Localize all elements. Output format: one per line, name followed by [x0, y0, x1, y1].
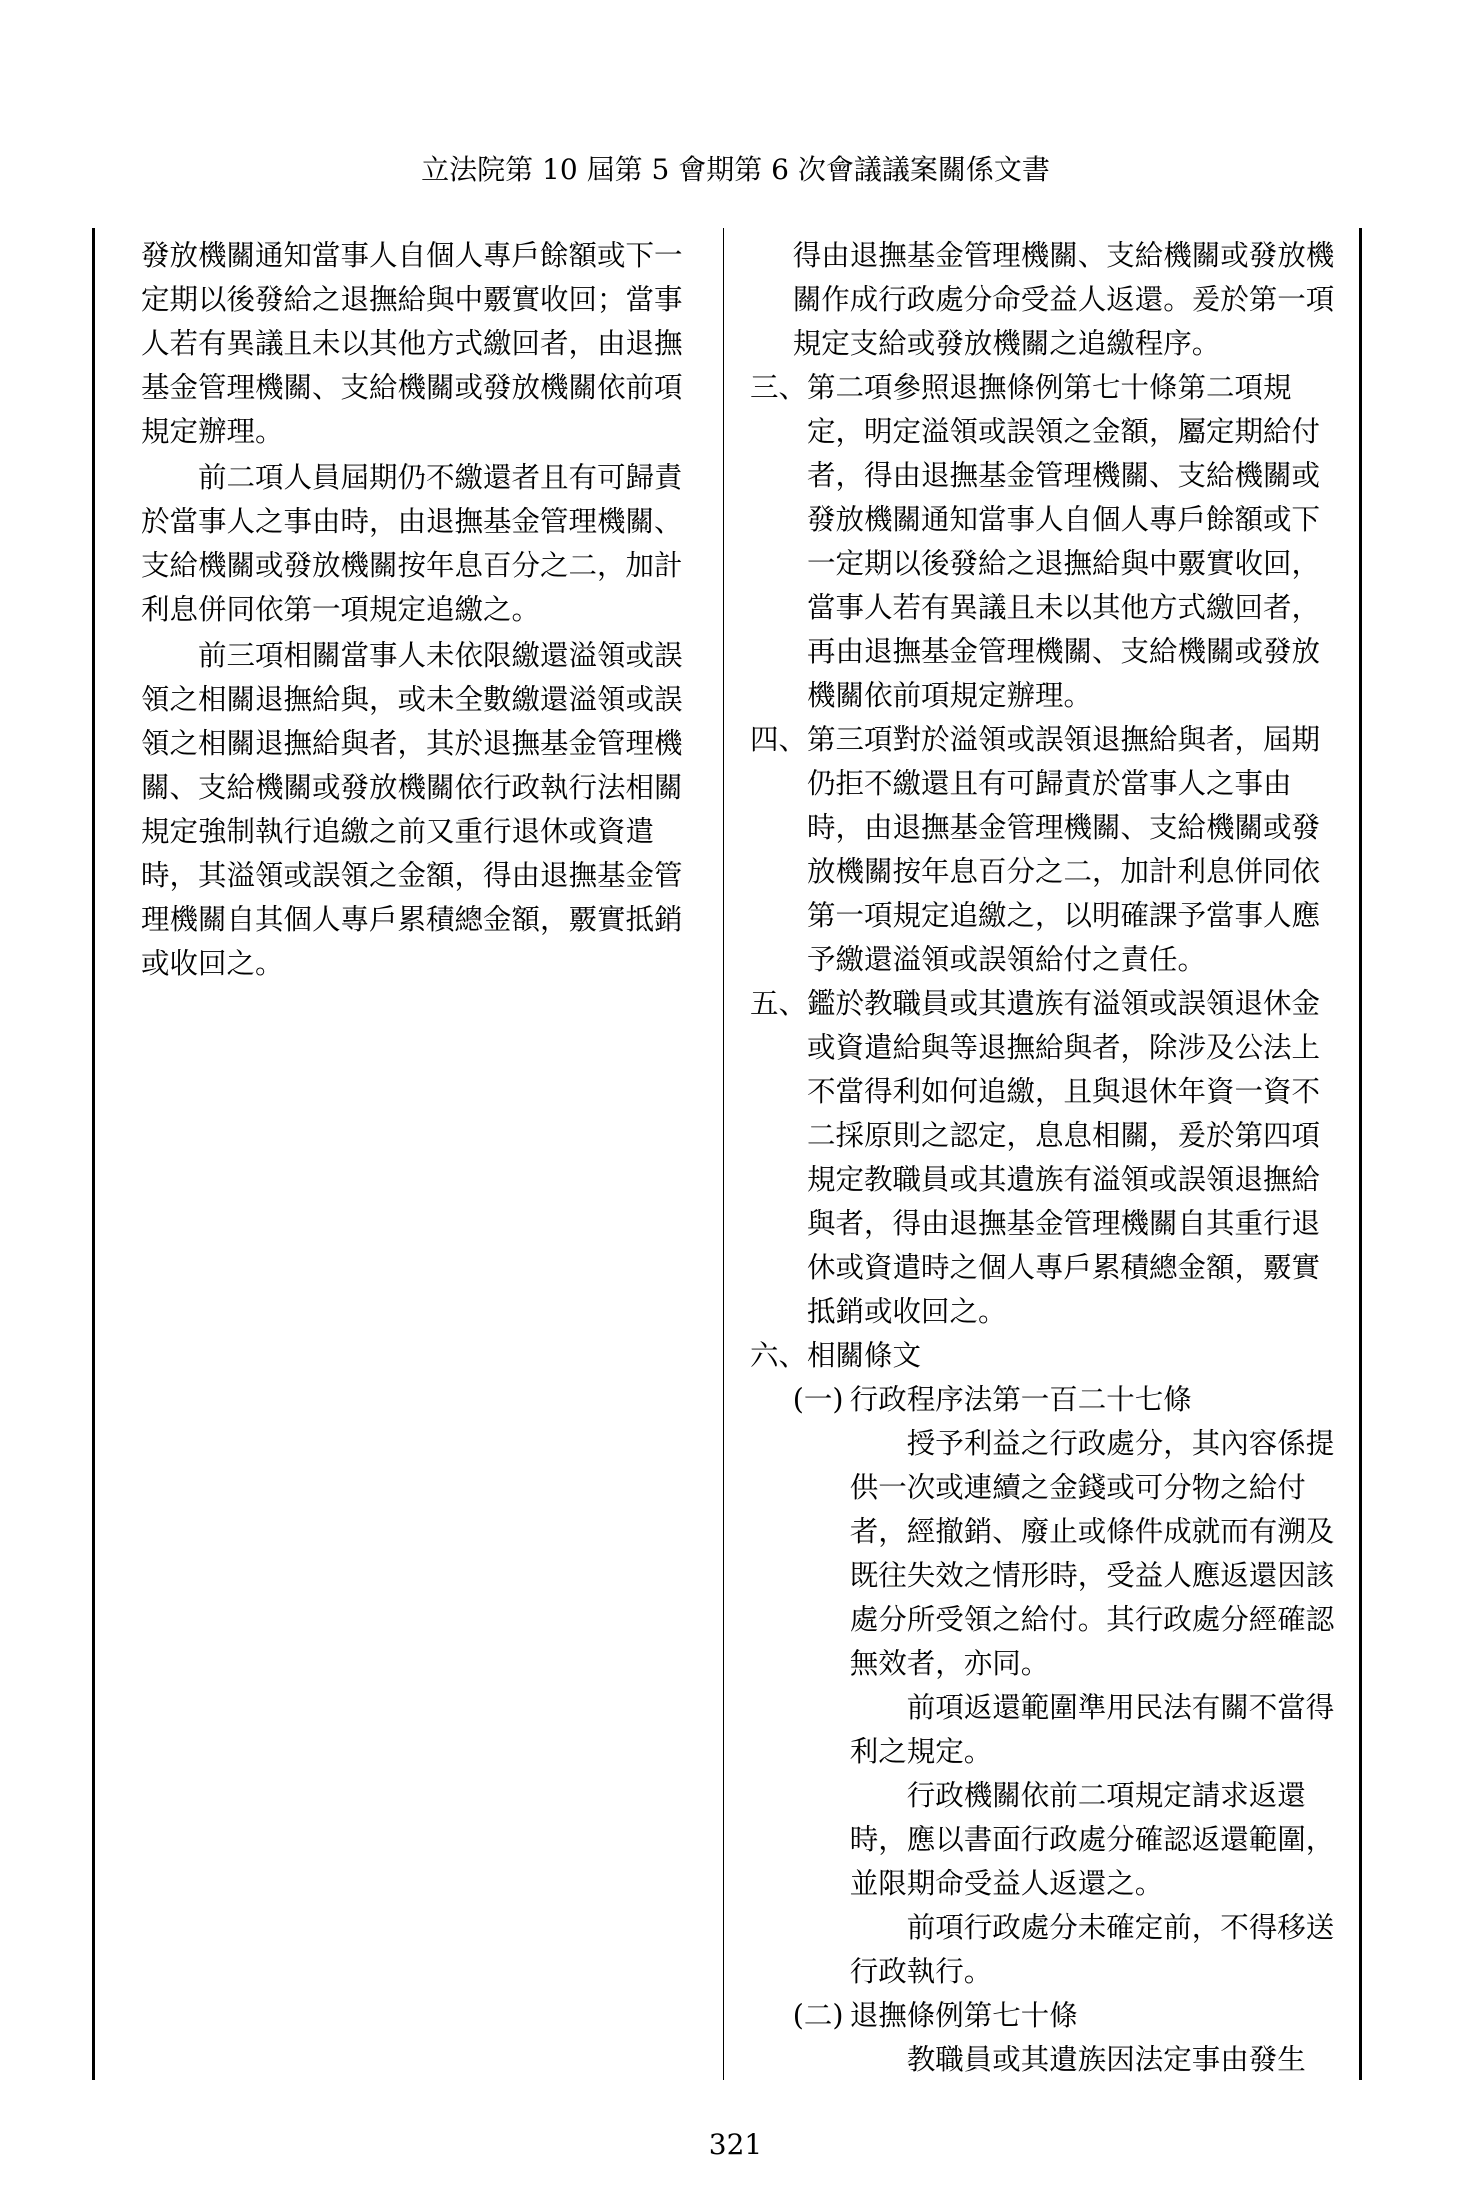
list-text: 鑑於教職員或其遺族有溢領或誤領退休金或資遣給與等退撫給與者，除涉及公法上不當得利如何追繳，且與退休年資一資不二採原則之認定，息息相關，爰於第四項規定教職員或其遺族有溢領或誤領退撫給與者，得由退撫基金管理機關自其重行退休或資遣時之個人專戶累積總金額，覈實抵銷或收回之。: [807, 987, 1321, 1328]
article-paragraph: 行政機關依前二項規定請求返還時，應以書面行政處分確認返還範圍，並限期命受益人返還之。: [849, 1779, 1335, 1900]
article-paragraph: 前項返還範圍準用民法有關不當得利之規定。: [849, 1691, 1335, 1768]
article-paragraph: 教職員或其遺族因法定事由發生: [906, 2043, 1306, 2076]
list-item-6: [750, 1334, 1343, 1378]
list-item-3: [750, 366, 1343, 718]
list-item-4: [750, 718, 1343, 982]
left-paragraph-2: 前二項人員屆期仍不繳還者且有可歸責於當事人之事由時，由退撫基金管理機關、支給機關或發放機關按年息百分之二，加計利息併同依第一項規定追繳之。: [141, 461, 683, 626]
sub-item-2: [750, 1994, 1343, 2038]
article-paragraph: 前項行政處分未確定前，不得移送行政執行。: [849, 1911, 1335, 1988]
list-text: 第二項參照退撫條例第七十條第二項規定，明定溢領或誤領之金額，屬定期給付者，得由退撫基金管理機關、支給機關或發放機關通知當事人自個人專戶餘額或下一定期以後發給之退撫給與中覈實收回，當事人若有異議且未以其他方式繳回者，再由退撫基金管理機關、支給機關或發放機關依前項規定辦理。: [807, 371, 1321, 712]
list-text: 相關條文: [807, 1339, 922, 1372]
left-paragraph-1: 發放機關通知當事人自個人專戶餘額或下一定期以後發給之退撫給與中覈實收回；當事人若有異議且未以其他方式繳回者，由退撫基金管理機關、支給機關或發放機關依前項規定辦理。: [141, 239, 683, 448]
list-text: 第三項對於溢領或誤領退撫給與者，屆期仍拒不繳還且有可歸責於當事人之事由時，由退撫基金管理機關、支給機關或發放機關按年息百分之二，加計利息併同依第一項規定追繳之，以明確課予當事人應予繳還溢領或誤領給付之責任。: [807, 723, 1321, 976]
list-item-5: [750, 982, 1343, 1334]
list-number: 三、: [750, 371, 808, 404]
sub-item-1: [750, 1378, 1343, 1422]
left-paragraph-3: 前三項相關當事人未依限繳還溢領或誤領之相關退撫給與，或未全數繳還溢領或誤領之相關退撫給與者，其於退撫基金管理機關、支給機關或發放機關依行政執行法相關規定強制執行追繳之前又重行退休或資遣時，其溢領或誤領之金額，得由退撫基金管理機關自其個人專戶累積總金額，覈實抵銷或收回之。: [141, 639, 683, 980]
sub-title: 退撫條例第七十條: [849, 1999, 1078, 2032]
left-column: [92, 228, 724, 2080]
sub-number: (一): [792, 1383, 844, 1416]
page-number: 321: [708, 2128, 763, 2161]
list-number: 六、: [750, 1339, 808, 1372]
list-number: 四、: [750, 723, 808, 756]
list-number: 五、: [750, 987, 808, 1020]
sub-number: (二): [792, 1999, 844, 2032]
sub-title: 行政程序法第一百二十七條: [849, 1383, 1192, 1416]
document-header: 立法院第 10 屆第 5 會期第 6 次會議議案關係文書: [421, 153, 1050, 186]
right-continuation: 得由退撫基金管理機關、支給機關或發放機關作成行政處分命受益人返還。爰於第一項規定支給或發放機關之追繳程序。: [792, 239, 1335, 360]
right-column: [724, 228, 1362, 2080]
article-paragraph: 授予利益之行政處分，其內容係提供一次或連續之金錢或可分物之給付者，經撤銷、廢止或條件成就而有溯及既往失效之情形時，受益人應返還因該處分所受領之給付。其行政處分經確認無效者，亦同。: [849, 1427, 1335, 1680]
